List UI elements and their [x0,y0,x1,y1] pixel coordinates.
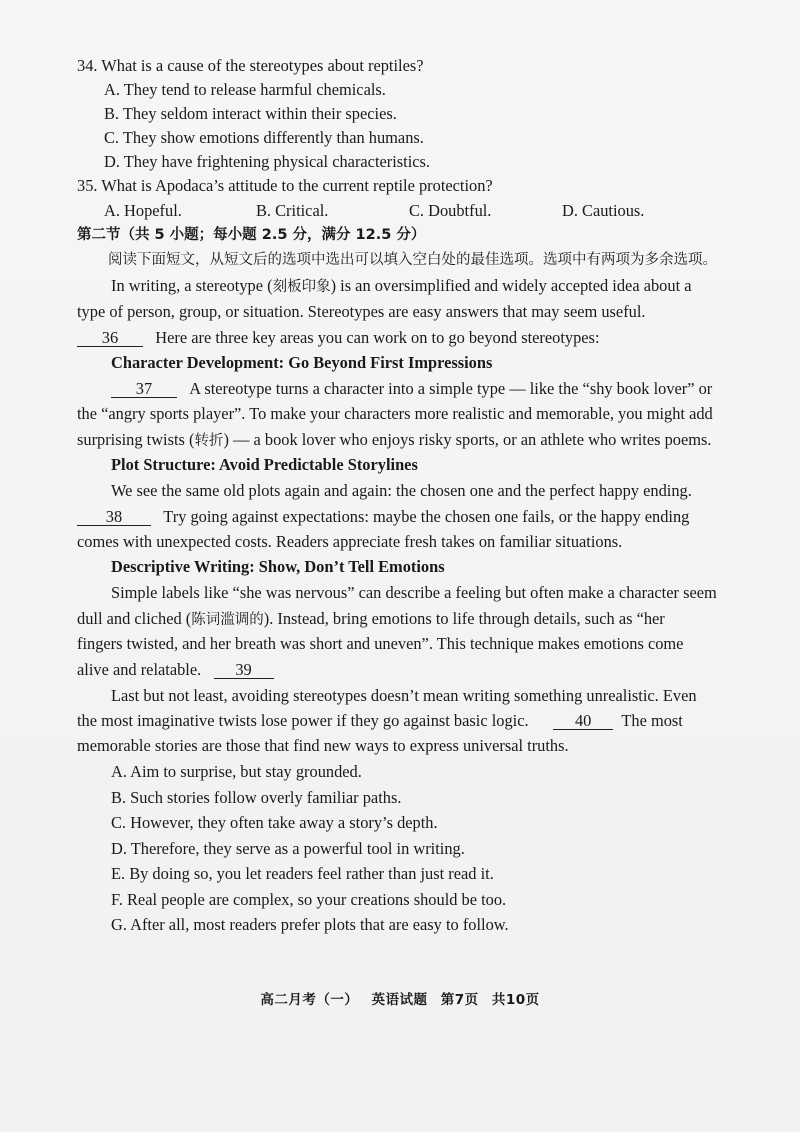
blank-37: 37 [111,380,177,398]
question-34-stem: 34. What is a cause of the stereotypes about reptiles? [77,56,424,75]
paragraph-2-line-2: 38 Try going against expectations: maybe the chosen one fails, or the happy ending [77,507,689,527]
heading-character-development: Character Development: Go Beyond First Impressions [111,353,493,372]
paragraph-1-line-2: the “angry sports player”. To make your characters more realistic and memorable, you might add [77,404,713,423]
choice-f: F. Real people are complex, so your creations should be too. [111,890,507,909]
passage-intro-line-1: In writing, a stereotype (刻板印象) is an oversimplified and widely accepted idea about a [111,276,692,295]
heading-descriptive-writing: Descriptive Writing: Show, Don’t Tell Emotions [111,557,445,576]
choice-c: C. However, they often take away a story’s depth. [111,813,438,832]
blank-40: 40 [553,712,613,730]
choice-g: G. After all, most readers prefer plots that are easy to follow. [111,915,509,934]
choice-d: D. Therefore, they serve as a powerful tool in writing. [111,839,465,858]
choice-b: B. Such stories follow overly familiar paths. [111,788,402,807]
paragraph-2-line-1: We see the same old plots again and again: the chosen one and the perfect happy ending. [111,481,692,500]
heading-plot-structure: Plot Structure: Avoid Predictable Storylines [111,455,418,474]
passage-intro-line-3: 36 Here are three key areas you can work on to go beyond stereotypes: [77,328,600,348]
paragraph-3-line-2: dull and cliched (陈词滥调的). Instead, bring emotions to life through details, such as “her [77,609,665,628]
question-34-option-d: D. They have frightening physical characteristics. [104,152,431,171]
footer-total: 共10页 [491,992,540,1008]
page-footer [0,988,800,1008]
footer-page: 第7页 [440,992,479,1008]
paragraph-1-line-1: 37 A stereotype turns a character into a simple type — like the “shy book lover” or [111,379,712,399]
question-35-option-d: D. Cautious. [562,201,645,220]
paragraph-4-line-2: the most imaginative twists lose power if they go against basic logic. 40 The most [77,711,683,730]
passage-intro-line-2: type of person, group, or situation. Stereotypes are easy answers that may seem useful. [77,302,646,321]
blank-36: 36 [77,329,143,347]
section-2-title: 第二节（共 5 小题；每小题 2.5 分，满分 12.5 分） [77,227,426,243]
blank-38: 38 [77,508,151,526]
question-34-option-a: A. They tend to release harmful chemicals. [104,80,386,99]
blank-39: 39 [214,661,274,679]
paragraph-1-line-3: surprising twists (转折) — a book lover who enjoys risky sports, or an athlete who writes poems. [77,430,712,449]
paragraph-4-line-1: Last but not least, avoiding stereotypes doesn’t mean writing something unrealistic. Even [111,686,697,705]
paragraph-2-line-3: comes with unexpected costs. Readers appreciate fresh takes on familiar situations. [77,532,623,551]
question-35-option-b: B. Critical. [256,201,329,220]
paragraph-3-line-3: fingers twisted, and her breath was short and uneven”. This technique makes emotions come [77,634,684,653]
footer-exam: 高二月考（一） [260,992,359,1008]
footer-subject: 英语试题 [371,992,428,1008]
section-2-instructions: 阅读下面短文，从短文后的选项中选出可以填入空白处的最佳选项。选项中有两项为多余选项。 [108,252,717,268]
paragraph-3-line-4: alive and relatable. 39 [77,660,274,680]
paragraph-4-line-3: memorable stories are those that find new ways to express universal truths. [77,736,569,755]
paragraph-3-line-1: Simple labels like “she was nervous” can describe a feeling but often make a character seem [111,583,717,602]
question-35-option-a: A. Hopeful. [104,201,182,220]
question-34-option-b: B. They seldom interact within their species. [104,104,397,123]
question-35-stem: 35. What is Apodaca’s attitude to the current reptile protection? [77,176,493,195]
question-35-option-c: C. Doubtful. [409,201,492,220]
question-34-option-c: C. They show emotions differently than humans. [104,128,424,147]
choice-a: A. Aim to surprise, but stay grounded. [111,762,362,781]
choice-e: E. By doing so, you let readers feel rather than just read it. [111,864,494,883]
